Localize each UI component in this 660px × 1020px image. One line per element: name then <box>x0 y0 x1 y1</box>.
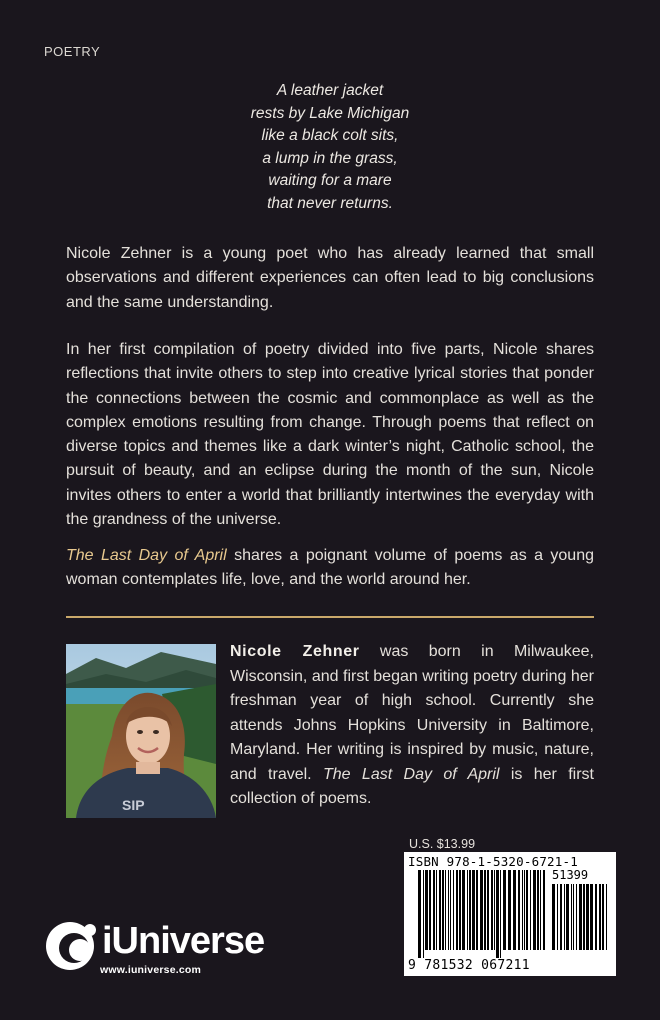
barcode-bar <box>503 870 506 950</box>
author-name: Nicole Zehner <box>230 643 360 660</box>
bio-text: was born in Milwaukee, Wisconsin, and first began writing poetry during her freshman year of high school. Currently she attends Johns Hopkins University in Baltimore, Maryland. Her writing is inspired by music, nature, and travel. <box>230 643 595 783</box>
barcode-bar <box>571 884 572 950</box>
barcode-bar <box>566 884 569 950</box>
ean-barcode-bars <box>418 870 548 958</box>
barcode-bar <box>423 870 424 958</box>
barcode-bar <box>606 884 607 950</box>
barcode-bar <box>595 884 597 950</box>
barcode-bar <box>583 884 585 950</box>
barcode-bar <box>487 870 489 950</box>
description-paragraph-2: In her first compilation of poetry divided into five parts, Nicole shares reflections that invite others to step into creative lyrical stories that ponder the connections between the cosmic and commonplace as well as the complex emotions resulting from change. Through poems that reflect on diverse topics and themes like a dark winter’s night, Catholic school, the pursuit of beauty, and an eclipse during the month of the sun, Nicole invites others to enter a world that brilliantly intertwines the everyday with the grandness of the universe. <box>66 341 594 529</box>
barcode-bar <box>476 870 478 950</box>
barcode-bar <box>524 870 525 950</box>
epigraph-line: a lump in the grass, <box>262 149 398 167</box>
barcode-bar <box>540 870 541 950</box>
barcode-bar <box>472 870 475 950</box>
description-text: shares a poignant volume of poems as a young woman contemplates life, love, and the world around her. <box>66 547 595 589</box>
bio-book-title: The Last Day of April <box>323 765 500 783</box>
barcode-bar <box>480 870 483 950</box>
barcode-bar <box>418 870 421 958</box>
barcode-bar <box>526 870 528 950</box>
barcode-bar <box>576 884 577 950</box>
barcode-bar <box>442 870 444 950</box>
barcode-bar <box>453 870 454 950</box>
publisher-name: iUniverse <box>102 920 265 962</box>
barcode-bar <box>508 870 511 950</box>
author-bio <box>230 640 594 812</box>
barcode-bar <box>469 870 471 950</box>
ean-digits: 9 781532 067211 <box>408 958 530 973</box>
epigraph-line: A leather jacket <box>276 82 384 99</box>
epigraph-line: rests by Lake Michigan <box>250 104 410 122</box>
barcode-bar <box>590 884 593 950</box>
barcode-bar <box>439 870 441 950</box>
barcode-bar <box>496 870 499 958</box>
price-label: U.S. $13.99 <box>409 837 476 851</box>
barcode-bar <box>518 870 520 950</box>
barcode-bar <box>500 870 501 958</box>
divider <box>66 616 594 618</box>
barcode-bar <box>537 870 539 950</box>
addon-barcode-bars <box>552 884 610 958</box>
description-paragraph-3 <box>66 544 594 593</box>
description-paragraph-1: Nicole Zehner is a young poet who has already learned that small observations and different experiences can often lead to big conclusions and the same understanding. <box>66 245 594 311</box>
barcode-bar <box>491 870 493 950</box>
barcode-bar <box>579 884 582 950</box>
barcode-bar <box>448 870 449 950</box>
epigraph-line: like a black colt sits, <box>261 127 399 144</box>
barcode-bar <box>513 870 516 950</box>
barcode-bar <box>586 884 589 950</box>
epigraph-line: that never returns. <box>267 194 393 212</box>
barcode-bar <box>573 884 574 950</box>
barcode-bar <box>425 870 428 950</box>
barcode-bar <box>429 870 431 950</box>
barcode-bar <box>602 884 604 950</box>
barcode-bar <box>564 884 565 950</box>
author-photo <box>66 644 216 818</box>
barcode-bar <box>450 870 451 950</box>
barcode-bar <box>467 870 468 950</box>
isbn-text: ISBN 978-1-5320-6721-1 <box>408 854 578 869</box>
svg-text:SIP: SIP <box>122 797 145 813</box>
barcode-bar <box>433 870 435 950</box>
barcode-bar <box>533 870 536 950</box>
publisher-logo <box>44 918 294 978</box>
book-title: The Last Day of April <box>66 547 227 564</box>
barcode-bar <box>552 884 555 950</box>
barcode <box>404 852 616 976</box>
barcode-bar <box>436 870 437 950</box>
barcode-bar <box>599 884 601 950</box>
barcode-bar <box>530 870 531 950</box>
epigraph <box>0 80 660 215</box>
barcode-bar <box>445 870 446 950</box>
barcode-bar <box>462 870 465 950</box>
barcode-bar <box>557 884 558 950</box>
barcode-bar <box>522 870 523 950</box>
barcode-bar <box>456 870 458 950</box>
epigraph-line: waiting for a mare <box>268 172 392 189</box>
bio-text-end: is her first collection of poems. <box>230 765 595 807</box>
barcode-bar <box>494 870 495 950</box>
barcode-bar <box>459 870 461 950</box>
barcode-bar <box>543 870 545 950</box>
publisher-logo-icon <box>44 918 104 974</box>
publisher-url: www.iuniverse.com <box>100 964 202 976</box>
category-label: POETRY <box>44 44 101 59</box>
barcode-bar <box>560 884 562 950</box>
addon-digits: 51399 <box>552 868 589 882</box>
barcode-bar <box>484 870 486 950</box>
